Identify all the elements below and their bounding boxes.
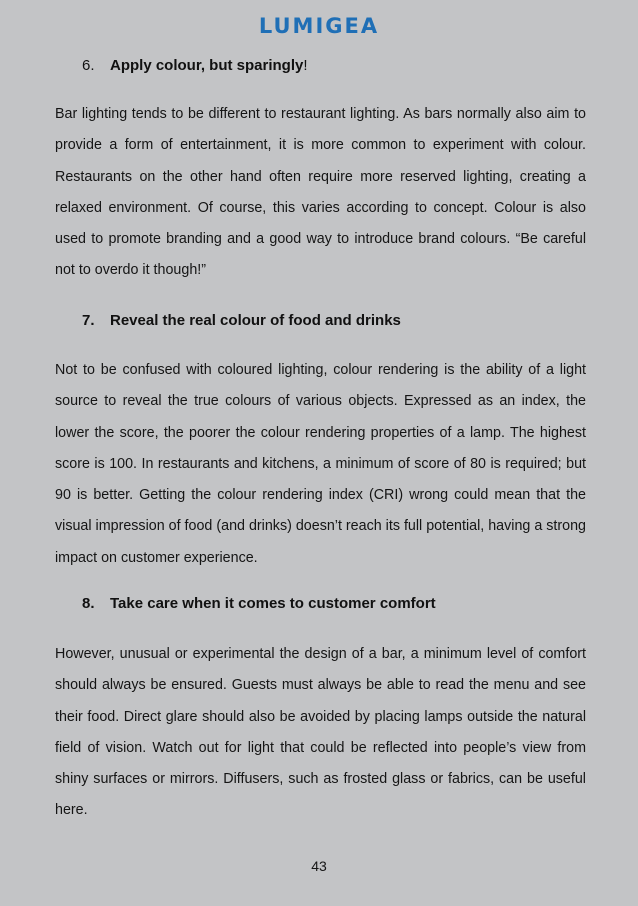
- section-6-number: 6.: [82, 57, 95, 74]
- section-7-heading: [82, 312, 401, 329]
- section-8-number: 8.: [82, 595, 95, 612]
- section-6-title-suffix: !: [303, 57, 308, 74]
- lumigea-logo: LUMIGEA: [258, 14, 380, 38]
- page-number: 43: [311, 858, 327, 874]
- section-8-heading: [82, 595, 436, 612]
- section-8-body: However, unusual or experimental the design of a bar, a minimum level of comfort should always be ensured. Guests must always be able to read the menu and see their food. Direct glare should also be avoided by placing lamps outside the natural field of vision. Watch out for light that could be reflected into people’s view from shiny surfaces or mirrors. Diffusers, such as frosted glass or fabrics, can be useful here.: [55, 646, 586, 819]
- section-6-heading: [82, 57, 308, 74]
- section-6-body: Bar lighting tends to be different to restaurant lighting. As bars normally also aim to provide a form of entertainment, it is more common to experiment with colour. Restaurants on the other hand often require more reserved lighting, creating a relaxed environment. Of course, this varies according to concept. Colour is also used to promote branding and a good way to introduce brand colours. “Be careful not to overdo it though!”: [55, 106, 586, 279]
- section-7-number: 7.: [82, 312, 95, 329]
- section-8-title: Take care when it comes to customer comfort: [110, 595, 436, 612]
- section-6-title: Apply colour, but sparingly: [110, 57, 304, 74]
- section-7-body: Not to be confused with coloured lighting, colour rendering is the ability of a light source to reveal the true colours of various objects. Expressed as an index, the lower the score, the poorer the colour rendering properties of a lamp. The highest score is 100. In restaurants and kitchens, a minimum of score of 80 is required; but 90 is better. Getting the colour rendering index (CRI) wrong could mean that the visual impression of food (and drinks) doesn’t reach its full potential, having a strong impact on customer experience.: [55, 362, 586, 566]
- section-7-title: Reveal the real colour of food and drinks: [110, 312, 401, 329]
